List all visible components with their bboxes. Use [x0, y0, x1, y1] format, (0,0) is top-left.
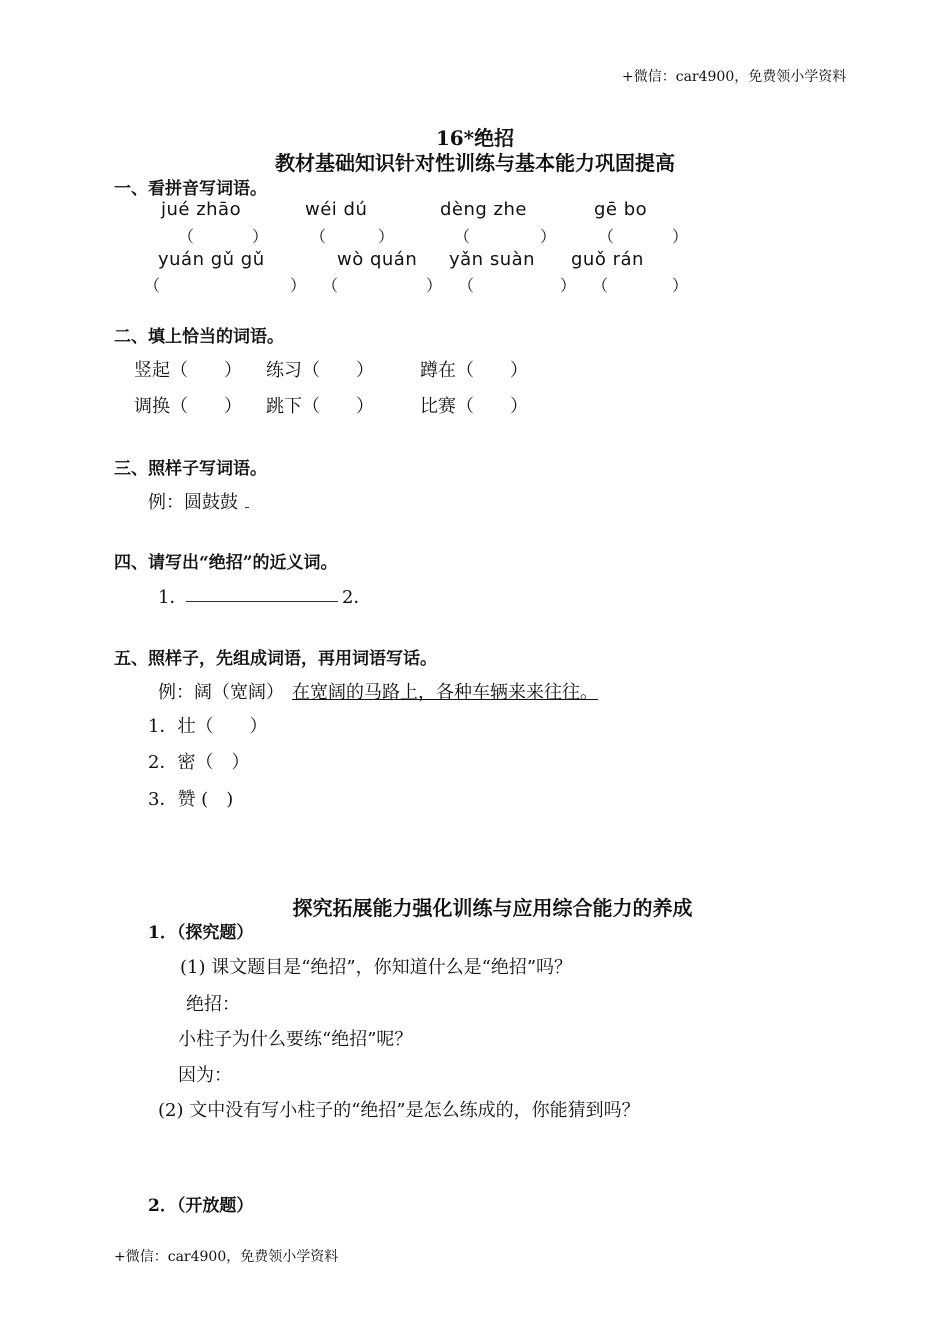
question-1-label: 1．（探究题） — [148, 923, 254, 943]
part-2-title: 探究拓展能力强化训练与应用综合能力的养成 — [292, 896, 693, 920]
pinyin-5: yuán gǔ gǔ — [158, 249, 265, 270]
page-title: 16*绝招 — [435, 126, 515, 150]
answer-paren-open: （ — [592, 276, 609, 295]
answer-paren-close: ） — [560, 276, 577, 295]
example-text: 例：圆鼓鼓 — [148, 492, 238, 513]
fill-item: 蹲在（ ） — [420, 360, 528, 381]
header-note: +微信：car4900，免费领小学资料 — [622, 69, 847, 85]
answer-paren-close: ） — [378, 227, 395, 246]
footer-note: +微信：car4900，免费领小学资料 — [114, 1249, 339, 1265]
answer-paren-open: （ — [454, 227, 471, 246]
compose-item-1: 1．壮（ ） — [148, 716, 268, 737]
pinyin-4: gē bo — [594, 199, 648, 220]
pinyin-3: dèng zhe — [440, 199, 527, 220]
fill-item: 比赛（ ） — [420, 396, 528, 417]
compose-item-2: 2．密（ ） — [148, 752, 250, 773]
example-prefix: 例：阔（宽阔） — [158, 682, 284, 703]
answer-underline — [245, 507, 249, 508]
answer-number-2: 2． — [342, 587, 372, 608]
question-1-1: (1) 课文题目是“绝招”，你知道什么是“绝招”吗？ — [180, 957, 573, 978]
compose-item-3: 3．赞 ( ) — [148, 789, 234, 810]
example-sentence: 在宽阔的马路上，各种车辆来来往往。 — [292, 682, 598, 703]
question-1-2: (2) 文中没有写小柱子的“绝招”是怎么练成的，你能猜到吗？ — [158, 1100, 640, 1121]
answer-underline-1 — [186, 601, 338, 602]
answer-paren-close: ） — [672, 227, 689, 246]
section-5-heading: 五、照样子，先组成词语，再用词语写话。 — [114, 649, 437, 669]
fill-item: 跳下（ ） — [266, 396, 374, 417]
answer-number-1: 1． — [158, 587, 188, 608]
answer-paren-close: ） — [426, 276, 443, 295]
answer-paren-open: （ — [144, 276, 161, 295]
pinyin-6: wò quán — [337, 249, 418, 270]
question-1-1-followup-answer-label: 因为： — [178, 1065, 232, 1086]
fill-item: 调换（ ） — [134, 396, 242, 417]
answer-paren-open: （ — [598, 227, 615, 246]
question-1-1-answer-label: 绝招： — [186, 994, 240, 1015]
fill-item: 竖起（ ） — [134, 360, 242, 381]
question-2-label: 2．（开放题） — [148, 1196, 254, 1216]
answer-paren-close: ） — [290, 276, 307, 295]
page-subtitle: 教材基础知识针对性训练与基本能力巩固提高 — [275, 151, 675, 175]
pinyin-7: yǎn suàn — [449, 249, 536, 270]
answer-paren-open: （ — [310, 227, 327, 246]
section-4-heading: 四、请写出“绝招”的近义词。 — [114, 553, 338, 573]
answer-paren-close: ） — [252, 227, 269, 246]
section-3-heading: 三、照样子写词语。 — [114, 459, 267, 479]
answer-paren-close: ） — [672, 276, 689, 295]
pinyin-2: wéi dú — [305, 199, 368, 220]
section-1-heading: 一、看拼音写词语。 — [114, 179, 267, 199]
section-2-heading: 二、填上恰当的词语。 — [114, 327, 284, 347]
pinyin-1: jué zhāo — [161, 199, 242, 220]
answer-paren-close: ） — [540, 227, 557, 246]
question-1-1-followup: 小柱子为什么要练“绝招”呢？ — [178, 1029, 413, 1050]
answer-paren-open: （ — [322, 276, 339, 295]
answer-paren-open: （ — [178, 227, 195, 246]
fill-item: 练习（ ） — [266, 360, 374, 381]
pinyin-8: guǒ rán — [571, 249, 644, 270]
answer-paren-open: （ — [458, 276, 475, 295]
